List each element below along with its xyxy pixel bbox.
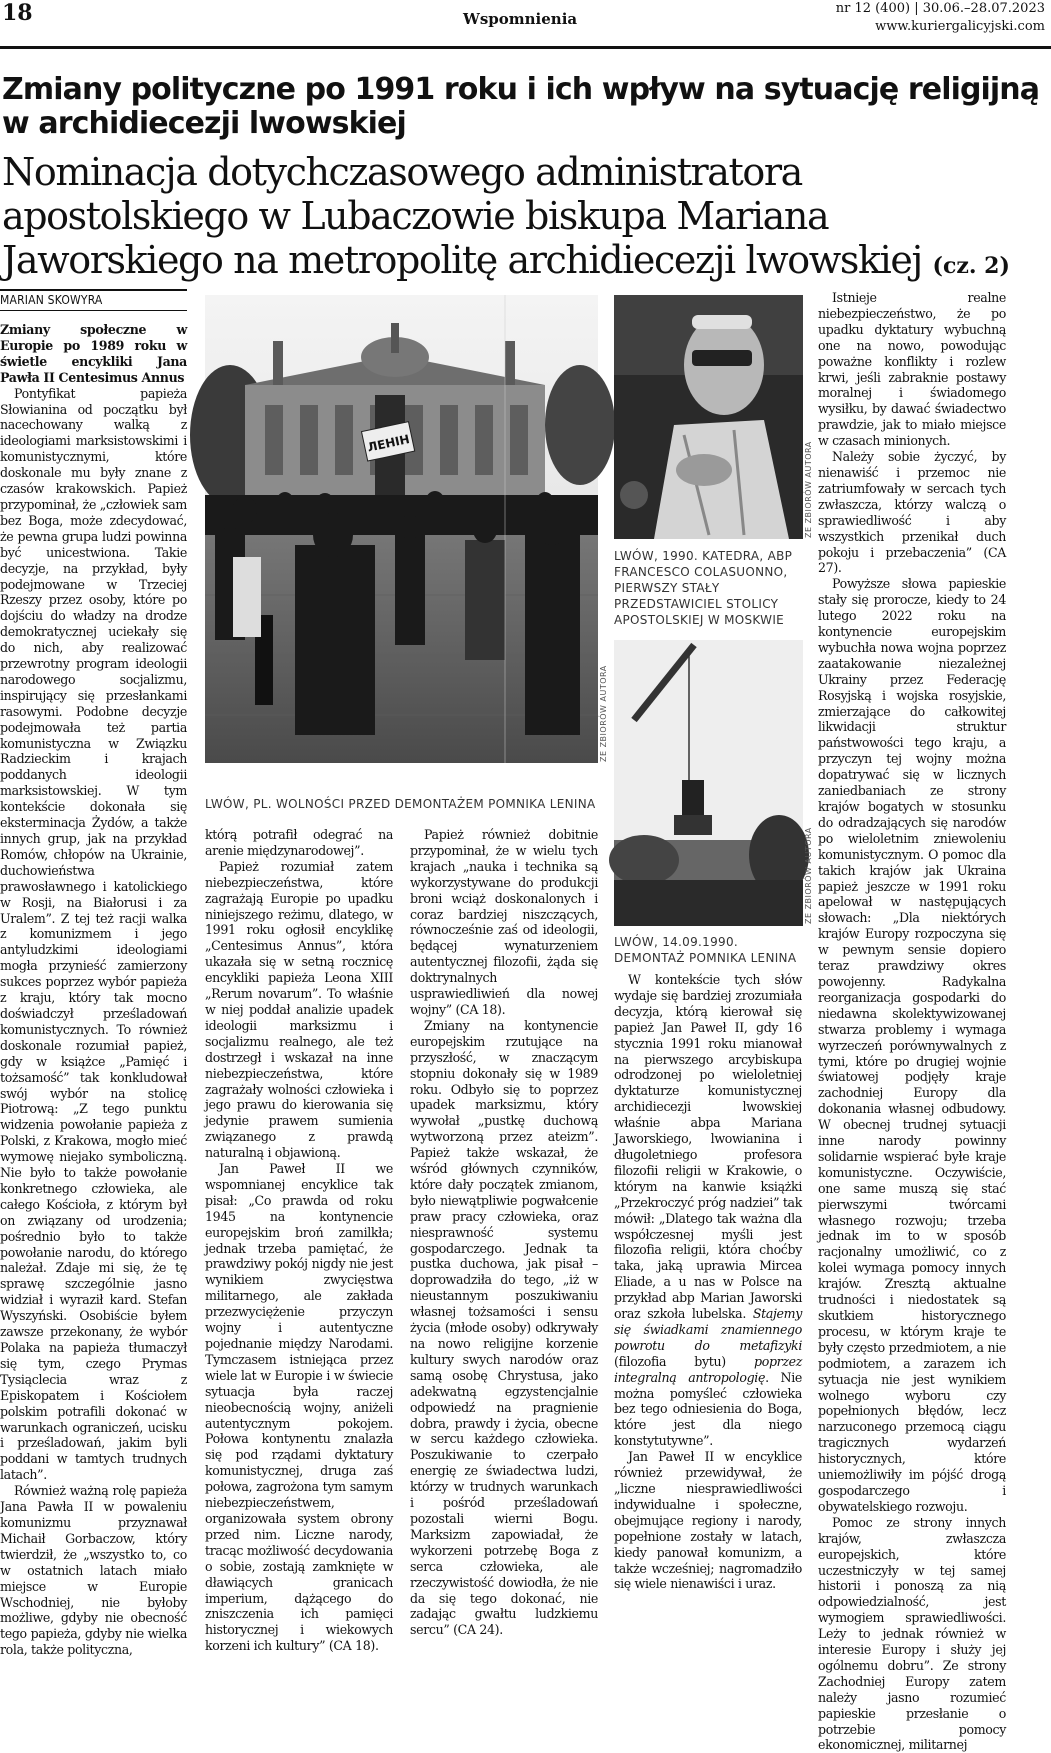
photo-credit: ZE ZBIORÓW AUTORA [804, 827, 813, 924]
col1-paragraph: Również ważną rolę papieża Jana Pawła II w powaleniu komunizmu przyznawał Michaił Gorbaczow, który twierdził, że „wszystko to, co w ostatnich latach miało miejsce w Europie Wschodniej, nie byłoby możliwe, gdyby nie obecność tego papieża, gdyby nie wielka rola, także polityczna, [0, 1483, 187, 1658]
headline-part: (cz. 2) [932, 253, 1010, 279]
col3-paragraph: Papież również dobitnie przypominał, że w wielu tych krajach „nauka i technika są wykorzystywane do produkcji broni wciąż doskonalonych i coraz bardziej niszczących, równocześnie zaś od ideologii, będącej wynaturzeniem autentycznej filozofii, żąda się doktrynalnych usprawiedliwień dla nowej wojny” (CA 18). [410, 827, 598, 1017]
col4-italic: Stajemy się świadkami znamiennego powrotu do metafizyki [614, 1306, 803, 1353]
column-4 [614, 972, 802, 1637]
photo-caption: LWÓW, PL. WOLNOŚCI PRZED DEMONTAŻEM POMNIKA LENINA [205, 797, 596, 811]
archbishop-image [614, 295, 803, 539]
col3-paragraph: Zmiany na kontynencie europejskim rzutujące na przyszłość, w znaczącym stopniu dokonały się w 1989 roku. Odbyło się to poprzez upadek marksizmu, który wywołał „pustkę duchową wytworzoną przez ateizm”. Papież także wskazał, że wśród głównych czynników, które dały początek zmianom, było niewątpliwie pogwałcenie praw pracy człowieka, oraz niesprawność systemu gospodarczego. Jednak ta pustka duchowa, jak pisał – doprowadziła do tego, „iż w nieustannym poszukiwaniu własnej tożsamości i sensu życia (młode osoby) odkrywały na nowo religijne korzenie kultury swych narodów oraz samą osobę Chrystusa, jako adekwatną egzystencjalnie odpowiedź na pragnienie dobra, prawdy i życia, obecne w sercu każdego człowieka. Poszukiwanie to czerpało energię ze świadectwa ludzi, którzy w trudnych warunkach i pośród prześladowań pozostali wierni Bogu. Marksizm zapowiadał, że wykorzeni potrzebę Boga z serca człowieka, ale rzeczywistość dowiodła, że nie da się tego dokonać, nie zadając gwałtu ludzkiemu sercu” (CA 24). [410, 1017, 598, 1638]
crowd-square-image [205, 295, 598, 763]
col4-italic: poprzez integralną antropologię [614, 1353, 803, 1385]
issue-info [836, 0, 1045, 36]
col2-paragraph: którą potrafił odegrać na arenie międzynarodowej”. [205, 827, 393, 858]
page-number: 18 [2, 0, 33, 26]
photo-lenin-square [205, 295, 598, 763]
photo-credit: ZE ZBIORÓW AUTORA [804, 441, 813, 538]
page-header [0, 0, 1051, 49]
sign-text: ЛЕНІН [366, 432, 411, 455]
photo-demontage [614, 640, 803, 926]
col5-paragraph: Powyższe słowa papieskie stały się prorocze, kiedy to 24 lutego 2022 roku na kontynencie europejskim wybuchła nowa wojna poprzez zaatakowanie niezależnej Ukrainy przez Federację Rosyjską i wojska rosyjskie, zmierzające do całkowitej likwidacji struktur państwowości tego kraju, a przyczyn tej wojny można dopatrywać się w licznych zaniedbaniach ze strony krajów bogatych w stosunku do odradzających się narodów po wieloletnim zniewoleniu komunistycznym. O pomoc dla takich krajów jak Ukraina papież jeszcze w 1991 roku apelował w następujących słowach: „Dla niektórych krajów Europy rozpoczyna się w pewnym sensie dopiero teraz prawdziwy okres powojenny. Radykalna reorganizacja gospodarki do niedawna skolektywizowanej stwarza problemy i wymaga wyrzeczeń porównywalnych z tymi, które po drugiej wojnie światowej podjęły kraje zachodniej Europy dla dokonania własnej odbudowy. W obecnej trudnej sytuacji inne narody powinny solidarnie wspierać byłe kraje komunistyczne. Oczywiście, one same muszą się stać pierwszymi twórcami własnego rozwoju; trzeba jednak im to w sposób racjonalny umożliwić, co z kolei wymaga pomocy innych krajów. Zresztą aktualne trudności i niedostatek są skutkiem historycznego procesu, w którym kraje te były często przedmiotem, a nie podmiotem, a zarazem ich sytuacja nie jest wynikiem wolnego wyboru czy popełnionych błędów, lecz narzuconego przemocą ciągu tragicznych wydarzeń historycznych, które uniemożliwiły im pójść drogą gospodarczego i obywatelskiego rozwoju. [818, 576, 1006, 1514]
column-2 [205, 827, 393, 1654]
photo-caption: LWÓW, 1990. KATEDRA, ABP FRANCESCO COLASUONNO, PIERWSZY STAŁY PRZEDSTAWICIEL STOLICY APOSTOLSKIEJ W MOSKWIE [614, 549, 793, 627]
col4-text: W kontekście tych słów wydaje się bardziej zrozumiała decyzja, którą kierował się papież Jan Paweł II, gdy 16 stycznia 1991 roku mianował na pierwszego arcybiskupa odrodzonej po wieloletniej dyktaturze komunistycznej archidiecezji lwowskiej właśnie abpa Mariana Jaworskiego, lwowianina i długoletniego profesora filozofii religii w Krakowie, o którym na kanwie książki „Przekroczyć próg nadziei” tak mówił: „Dlatego tak ważna dla współczesnej myśli jest filozofia religii, która choćby taka, jaką uprawia Mircea Eliade, a u nas w Polsce na przykład abp Marian Jaworski oraz szkoła lubelska. [614, 972, 802, 1322]
col1-paragraph: Pontyfikat papieża Słowianina od początku był nacechowany walką z ideologiami marksistowskimi i komunistycznymi, które doskonale mu były znane z czasów krakowskich. Papież przypominał, że „człowiek sam bez Boga, może zdecydować, że pewna grupa ludzi powinna być unicestwiona. Takie decyzje, na przykład, były podejmowane w Trzeciej Rzeszy przez osoby, które po dojściu do władzy na drodze demokratycznej uciekały się do nich, aby realizować przewrotny program ideologii narodowego socjalizmu, inspirujący się przesłankami rasowymi. Podobne decyzje podejmowała też partia komunistyczna w Związku Radzieckim i krajach poddanych ideologii marksistowskiej. W tym kontekście dokonała się eksterminacja Żydów, a także innych grup, jak na przykład Romów, chłopów na Ukrainie, duchowieństwa prawosławnego i katolickiego w Rosji, na Białorusi i za Uralem”. Z tej też racji walka z komunizmem i jego antyludzkimi ideologiami mogła przynieść zamierzony sukces poprzez wybór papieża z kraju, który tak mocno doświadczył prześladowań komunistycznych. To również doskonale rozumiał papież, gdy w książce „Pamięć i tożsamość” tak konkludował swój wybór na stolicę Piotrową: „Z tego punktu widzenia powołanie papieża z Polski, z Krakowa, mogło mieć wymowę niejako symboliczną. Nie było to także powołanie konkretnego człowieka, ale całego Kościoła, z którym był on związany od urodzenia; pośrednio było to także powołanie narodu, do którego należał. Zdaje mi się, że tę sprawę szczególnie jasno widział i wyraził kard. Stefan Wyszyński. Osobiście byłem zawsze przekonany, że wybór Polaka na papieża tłumaczył się tym, czego Prymas Tysiąclecia wraz z Episkopatem i Kościołem polskim potrafili dokonać w warunkach ograniczeń, ucisku i prześladowań, jakim byli poddani w tamtych trudnych latach”. [0, 385, 187, 1483]
col5-paragraph: Należy sobie życzyć, by nienawiść i przemoc nie zatriumfowały w sercach tych zwłaszcza, którzy walczą o sprawiedliwość i aby wszystkich przenikał duch pokoju i przebaczenia” (CA 27). [818, 449, 1006, 576]
photo-archbishop [614, 295, 803, 539]
column-5 [818, 290, 1006, 1753]
subhead: Zmiany społeczne w Europie po 1989 roku w świetle encykliki Jana Pawła II Centesimus Annus [0, 322, 187, 385]
byline: MARIAN SKOWYRA [0, 289, 187, 311]
demontage-image [614, 640, 803, 926]
col5-paragraph: Istnieje realne niebezpieczeństwo, że po upadku dyktatury wybuchną one na nowo, powodując poważne konflikty i rozlew krwi, jeśli zabraknie postawy moralnej i świadomego wysiłku, by dawać świadectwo prawdzie, jak to miało miejsce w czasach minionych. [818, 290, 1006, 449]
headline-main [2, 150, 1047, 288]
photo-credit: ZE ZBIORÓW AUTORA [599, 665, 608, 762]
col5-paragraph: Pomoc ze strony innych krajów, zwłaszcza europejskich, które uczestniczyły w tej samej historii i ponoszą za nią odpowiedzialność, jest wymogiem sprawiedliwości. Leży to jednak również w interesie Europy i służy jej ogólnemu dobru”. Ze strony Zachodniej Europy zatem należy jasno rozumieć papieskie przesłanie o potrzebie pomocy ekonomicznej, militarnej [818, 1514, 1006, 1753]
section-title: Wspomnienia [463, 10, 578, 28]
headline-main-text: Nominacja dotychczasowego administratora apostolskiego w Lubaczowie biskupa Mariana Jaworskiego na metropolitę archidiecezji lwowskiej [2, 150, 922, 282]
col4-text: (filozofia bytu) [614, 1353, 726, 1369]
website-link[interactable]: www.kuriergalicyjski.com [875, 19, 1045, 34]
column-3 [410, 827, 598, 1637]
col4-paragraph: Jan Paweł II w encyklice również przewidywał, że „liczne niesprawiedliwości indywidualne i społeczne, obejmujące regiony i narody, popełnione zostały w latach, kiedy panował komunizm, a także wcześniej; nagromadziło się wiele nienawiści i uraz. [614, 1449, 802, 1592]
headline-top: Zmiany polityczne po 1991 roku i ich wpływ na sytuację religijną w archidiecezji lwowskiej [2, 72, 1040, 141]
col2-paragraph: Jan Paweł II we wspomnianej encyklice tak pisał: „Co prawda od roku 1945 na kontynencie europejskim broń zamilkła; jednak trzeba pamiętać, że prawdziwy pokój nigdy nie jest wynikiem zwycięstwa militarnego, ale zakłada przezwyciężenie przyczyn wojny i autentyczne pojednanie między Narodami. Tymczasem istniejąca przez wiele lat w Europie i w świecie sytuacja była raczej nieobecnością wojny, aniżeli autentycznym pokojem. Połowa kontynentu znalazła się pod rządami dyktatury komunistycznej, druga zaś połowa, zagrożona tym samym niebezpieczeństwem, organizowała system obrony przed nim. Liczne narody, tracąc możliwość decydowania o sobie, zostają zamknięte w dławiących granicach imperium, dążącego do zniszczenia ich pamięci historycznej i wiekowych korzeni ich kultury” (CA 18). [205, 1161, 393, 1654]
photo-caption: LWÓW, 14.09.1990. DEMONTAŻ POMNIKA LENINA [614, 935, 797, 965]
col4-paragraph [614, 972, 802, 1449]
col4-text: . Nie można pomyśleć człowieka bez tego odniesienia do Boga, które jest dla niego konstytutywne”. [614, 1369, 802, 1449]
issue-number: nr 12 (400) | 30.06.–28.07.2023 [835, 1, 1045, 16]
col2-paragraph: Papież rozumiał zatem niebezpieczeństwa, które zagrażają Europie po upadku niniejszego reżimu, dlatego, w 1991 roku ogłosił encyklikę „Centesimus Annus”, która ukazała się w setną rocznicę encykliki papieża Leona XIII „Rerum novarum”. To właśnie w niej poddał analizie upadek ideologii marksizmu i socjalizmu realnego, ale też dostrzegł i wskazał na inne niebezpieczeństwa, które zagrażały wolności człowieka i jego prawu do kierowania się jedynie prawem sumienia związanego z prawdą naturalną i objawioną. [205, 858, 393, 1161]
column-1 [0, 322, 187, 1658]
